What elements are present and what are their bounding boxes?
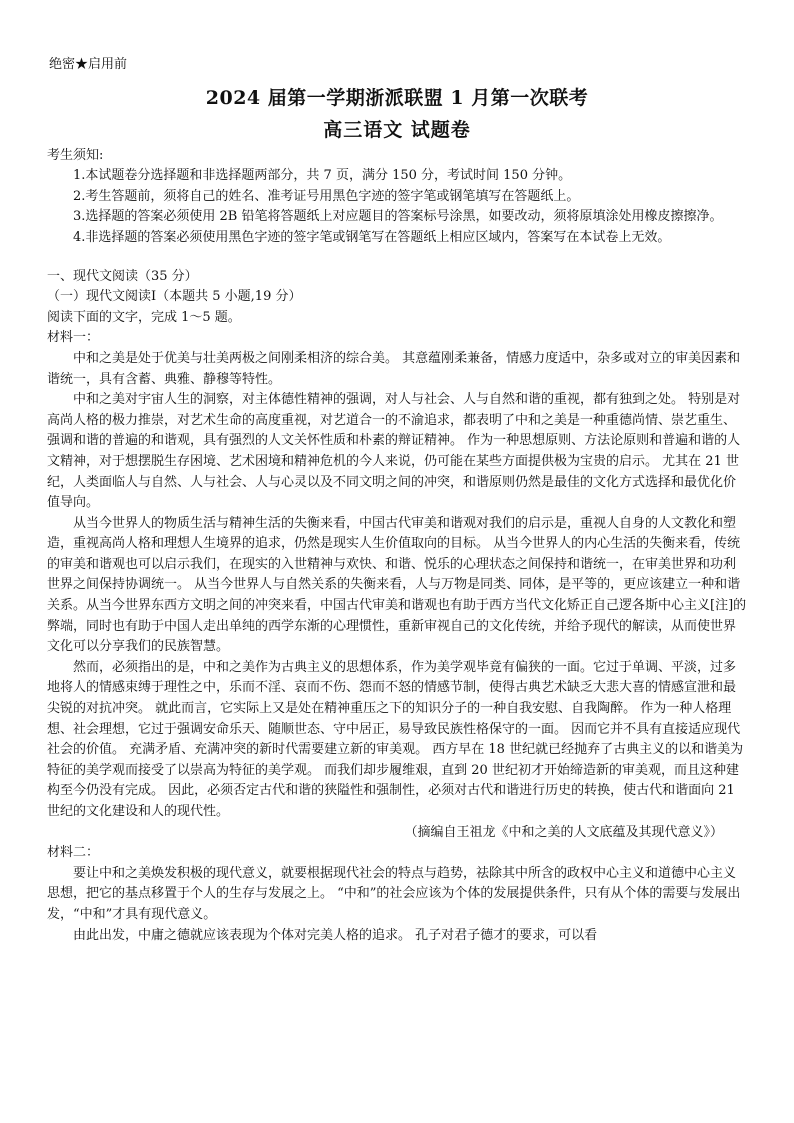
material-label: 材料二：: [47, 845, 100, 861]
material-paragraph: 要让中和之美焕发积极的现代意义，就要根据现代社会的特点与趋势，祛除其中所含的政权中心主义和道德中心主义思想，把它的基点移置于个人的生存与发展之上。 “中和”的社会应该为个体的发展提供条件，只有从个体的需要与发展出发，“中和”才具有现代意义。: [47, 865, 741, 922]
section-heading: 一、现代文阅读（35 分）: [47, 268, 198, 284]
exam-title: 2024 届第一学期浙派联盟 1 月第一次联考: [205, 86, 589, 109]
material-paragraph: 从当今世界人的物质生活与精神生活的失衡来看，中国古代审美和谐观对我们的启示是，重视人自身的人文教化和塑造，重视高尚人格和理想人生境界的追求，仍然是现实人生价值取向的目标。 从当今世界人的内心生活的失衡来看，传统的审美和谐观也可以启示我们，在现实的入世精神与欢快、和谐、悦乐的心理状态之间保持和谐统一，在审美世界和功利世界之间保持协调统一。 从当今世界人与自然关系的失衡来看，人与万物是同类、同体，是平等的，更应该建立一种和谐关系。从当今世界东西方文明之间的冲突来看，中国古代审美和谐观也有助于西方当代文化矫正自己逻各斯中心主义[注]的弊端，同时也有助于中国人走出单纯的西学东渐的心理惯性，重新审视自己的文化传统，并给予现代的解读，从而使世界文化可以分享我们的民族智慧。: [47, 515, 747, 655]
section-subheading: （一）现代文阅读Ⅰ（本题共 5 小题,19 分）: [47, 289, 302, 305]
notice-heading: 考生须知:: [47, 147, 104, 163]
reading-instruction: 阅读下面的文字，完成 1～5 题。: [47, 309, 241, 325]
notice-item: 1.本试题卷分选择题和非选择题两部分，共 7 页，满分 150 分，考试时间 150 分钟。: [73, 168, 572, 184]
material-label: 材料一：: [47, 330, 100, 346]
exam-subtitle: 高三语文 试题卷: [323, 118, 471, 141]
confidential-mark: 绝密★启用前: [49, 57, 128, 72]
material-paragraph: 中和之美是处于优美与壮美两极之间刚柔相济的综合美。 其意蕴刚柔兼备，情感力度适中，杂多或对立的审美因素和谐统一，具有含蓄、典雅、静穆等特性。: [47, 350, 741, 387]
material-paragraph: 中和之美对宇宙人生的洞察，对主体德性精神的强调，对人与社会、人与自然和谐的重视，都有独到之处。 特别是对高尚人格的极力推崇，对艺术生命的高度重视，对艺道合一的不渝追求，都表明了中和之美是一种重德尚情、崇艺重生、强调和谐的普遍的和谐观，具有强烈的人文关怀性质和朴素的辩证精神。 作为一种思想原则、方法论原则和普遍和谐的人文精神，对于想摆脱生存困境、艺术困境和精神危机的今人来说，仍可能在某些方面提供极为宝贵的启示。 尤其在 21 世纪，人类面临人与自然、人与社会、人与心灵以及不同文明之间的冲突，和谐原则仍然是最佳的文化方式选择和最优化价值导向。: [47, 392, 741, 511]
notice-item: 4.非选择题的答案必须使用黑色字迹的签字笔或钢笔写在答题纸上相应区域内，答案写在本试卷上无效。: [73, 229, 671, 245]
notice-item: 3.选择题的答案必须使用 2B 铅笔将答题纸上对应题目的答案标号涂黑，如要改动，须将原填涂处用橡皮擦擦净。: [73, 209, 723, 225]
material-paragraph: 然而，必须指出的是，中和之美作为古典主义的思想体系，作为美学观毕竟有偏狭的一面。它过于单调、平淡，过多地将人的情感束缚于理性之中，乐而不淫、哀而不伤、怨而不怒的情感节制，使得古典艺术缺乏大悲大喜的情感宣泄和最尖锐的对抗冲突。 就此而言，它实际上又是处在精神重压之下的知识分子的一种自我安慰、自我陶醉。 作为一种人格理想、社会理想，它过于强调安命乐天、随顺世态、守中居正，易导致民族性格保守的一面。 因而它并不具有直接适应现代社会的价值。 充满矛盾、充满冲突的新时代需要建立新的审美观。 西方早在 18 世纪就已经抛弃了古典主义的以和谐美为特征的美学观而接受了以崇高为特征的美学观。 而我们却步履维艰，直到 20 世纪初才开始缔造新的审美观，而且这种建构至今仍没有完成。 因此，必须否定古代和谐的狭隘性和强制性，必须对古代和谐进行历史的转换，使古代和谐面向 21 世纪的文化建设和人的现代性。: [47, 659, 744, 819]
notice-item: 2.考生答题前，须将自己的姓名、准考证号用黑色字迹的签字笔或钢笔填写在答题纸上。: [73, 188, 580, 204]
spacer: [47, 249, 747, 267]
material-source: （摘编自王祖龙《中和之美的人文底蕴及其现代意义》）: [404, 824, 723, 840]
material-paragraph: 由此出发，中庸之德就应该表现为个体对完美人格的追求。 孔子对君子德才的要求，可以看: [73, 927, 598, 943]
